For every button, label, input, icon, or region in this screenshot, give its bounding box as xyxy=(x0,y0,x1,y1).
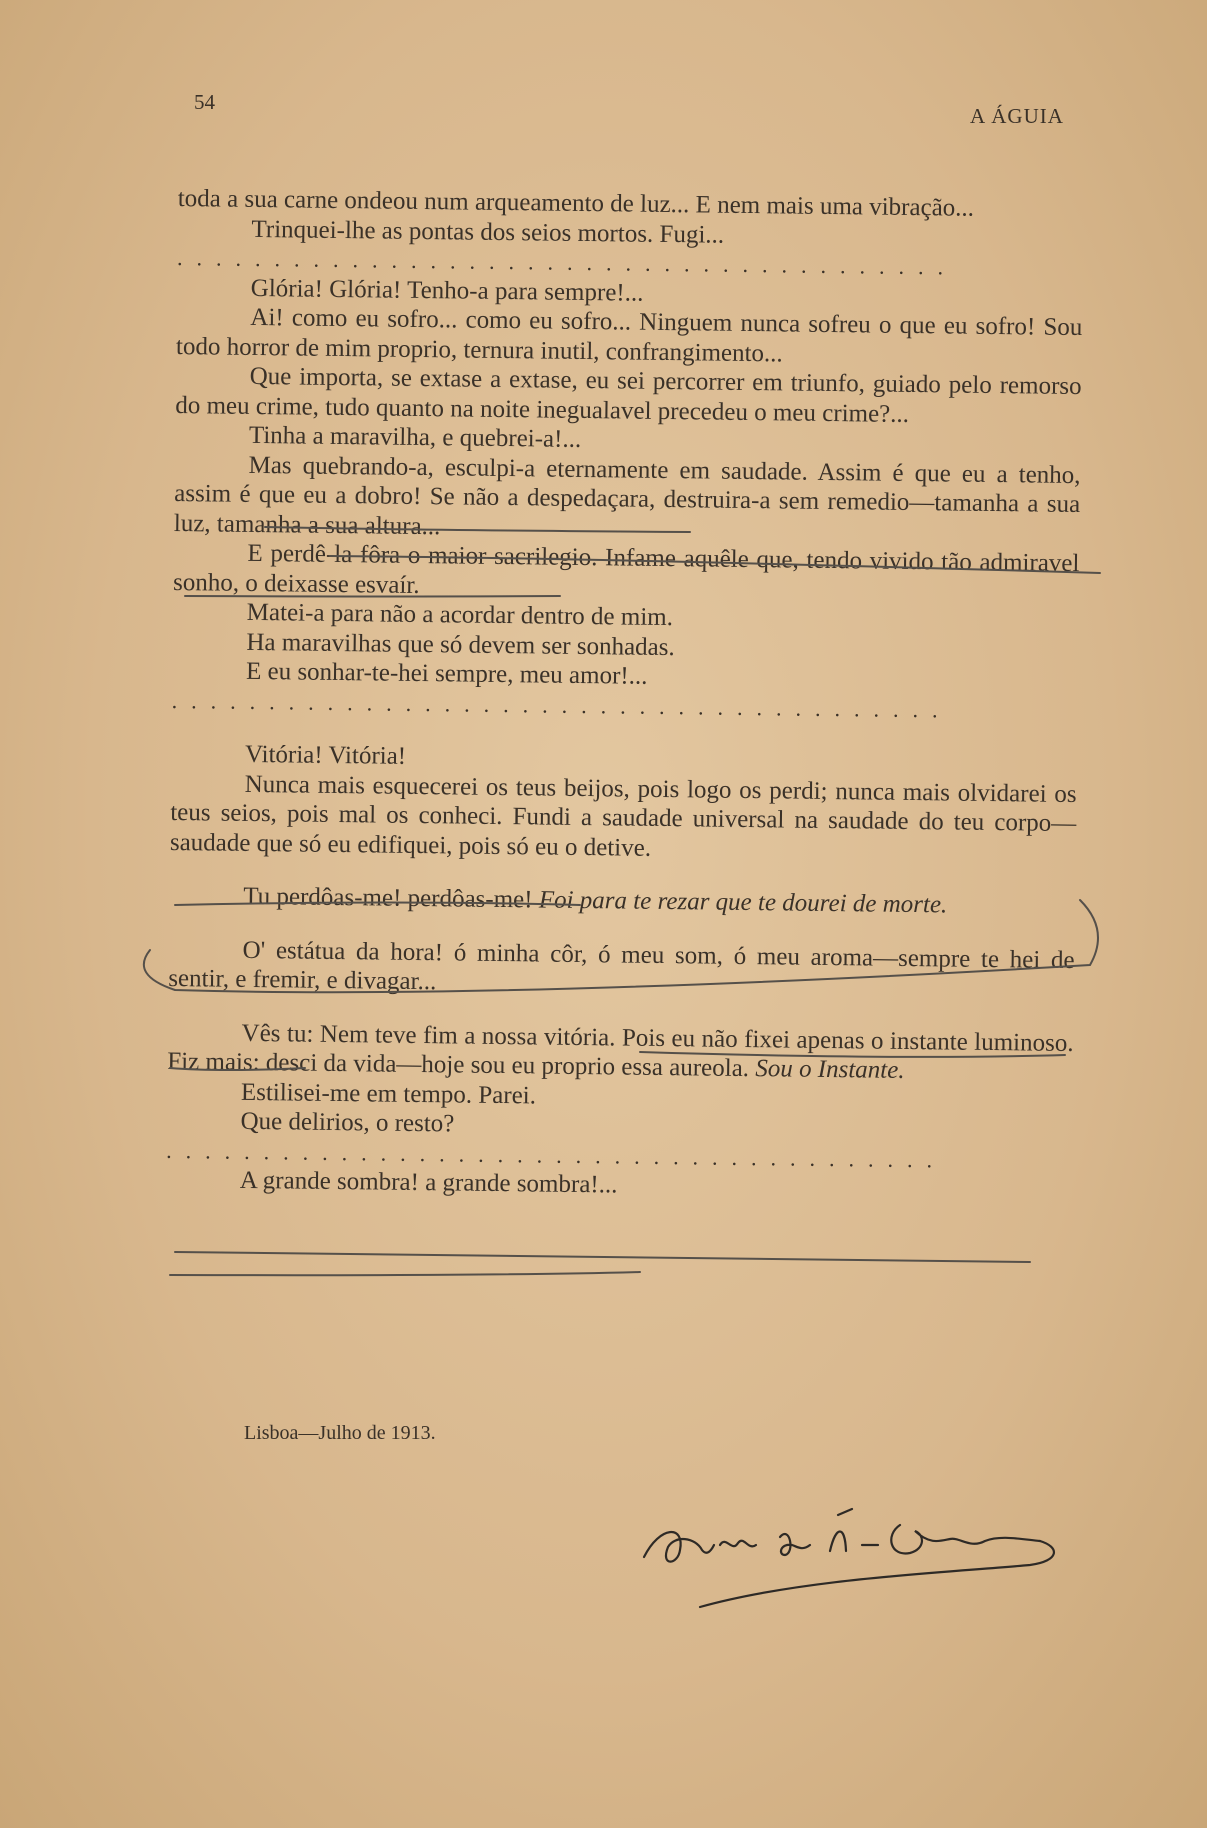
dotted-separator: ........................................ xyxy=(171,687,952,722)
body-text xyxy=(166,184,1084,1205)
paragraph xyxy=(168,934,1075,1004)
paragraph-text: Nunca mais esquecerei os teus beijos, pois logo os perdi; nunca mais olvidarei os teus seios, pois mal os conheci. Fundi a saudade universal na saudade do teu corpo—saudade que só eu edifiquei, pois só eu o detive. xyxy=(169,770,1077,862)
paragraph xyxy=(170,768,1077,868)
paragraph-text: Estilisei-me em tempo. Parei. xyxy=(240,1078,537,1109)
paragraph-text: Ai! como eu sofro... como eu sofro... Ninguem nunca sofreu o que eu sofro! Sou todo horror de mim proprio, ternura inutil, confrangimento... xyxy=(175,303,1083,367)
paragraph-text: Vitória! Vitória! xyxy=(244,740,407,770)
dotted-separator: ........................................ xyxy=(166,1137,947,1172)
italic-emphasis: Foi para te rezar que te dourei de morte. xyxy=(538,886,948,919)
paragraph xyxy=(167,1017,1074,1087)
paragraph-text: Vês tu: Nem teve fim a nossa vitória. Pois eu não fixei apenas o instante luminoso. Fiz mais: desci da vida—hoje sou eu proprio essa aureola. xyxy=(167,1019,1074,1083)
paragraph xyxy=(173,538,1080,608)
dotted-separator: ........................................ xyxy=(176,244,958,280)
journal-title: A ÁGUIA xyxy=(970,104,1064,128)
paragraph-text: O' estátua da hora! ó minha côr, ó meu som, ó meu aroma—sempre te hei de sentir, e fremir, e divagar... xyxy=(168,936,1075,996)
italic-emphasis: Sou o Instante. xyxy=(755,1055,905,1084)
paragraph-text: Que delirios, o resto? xyxy=(240,1107,455,1138)
paragraph-text: Matei-a para não a acordar dentro de mim. xyxy=(246,598,674,632)
paragraph-text: Glória! Glória! Tenho-a para sempre!... xyxy=(250,274,644,307)
paragraph xyxy=(169,881,1075,922)
paragraph-text: E eu sonhar-te-hei sempre, meu amor!... xyxy=(245,657,648,690)
paragraph xyxy=(175,361,1082,431)
paragraph-text: Tinha a maravilha, e quebrei-a!... xyxy=(248,421,582,453)
paragraph-text: A grande sombra! a grande sombra!... xyxy=(239,1166,618,1199)
paragraph-text: Ha maravilhas que só devem ser sonhadas. xyxy=(246,628,675,661)
paragraph xyxy=(174,449,1081,549)
paragraph-text: Mas quebrando-a, esculpi-a eternamente em saudade. Assim é que eu a tenho, assim é que eu a dobro! Se não a despedaçara, destruira-a sem remedio—tamanha a sua luz, tamanha a sua altura... xyxy=(173,451,1081,540)
paragraph-text: toda a sua carne ondeou num arqueamento de luz... E nem mais uma vibração... xyxy=(177,184,975,222)
paragraph-text: Trinquei-lhe as pontas dos seios mortos. Fugi... xyxy=(251,215,725,249)
paragraph xyxy=(176,302,1083,372)
dateline: Lisboa—Julho de 1913. xyxy=(244,1422,436,1444)
signature xyxy=(640,1495,1070,1625)
paragraph-text: E perdê-la fôra o maior sacrilegio. Infame aquêle que, tendo vivido tão admiravel sonho, o deixasse esvaír. xyxy=(172,539,1080,599)
page-number: 54 xyxy=(194,90,215,114)
paragraph-text: Que importa, se extase a extase, eu sei percorrer em triunfo, guiado pelo remorso do meu crime, tudo quanto na noite inegualavel precedeu o meu crime?... xyxy=(175,362,1082,428)
paragraph-text: Tu perdôas-me! perdôas-me! xyxy=(243,882,539,914)
